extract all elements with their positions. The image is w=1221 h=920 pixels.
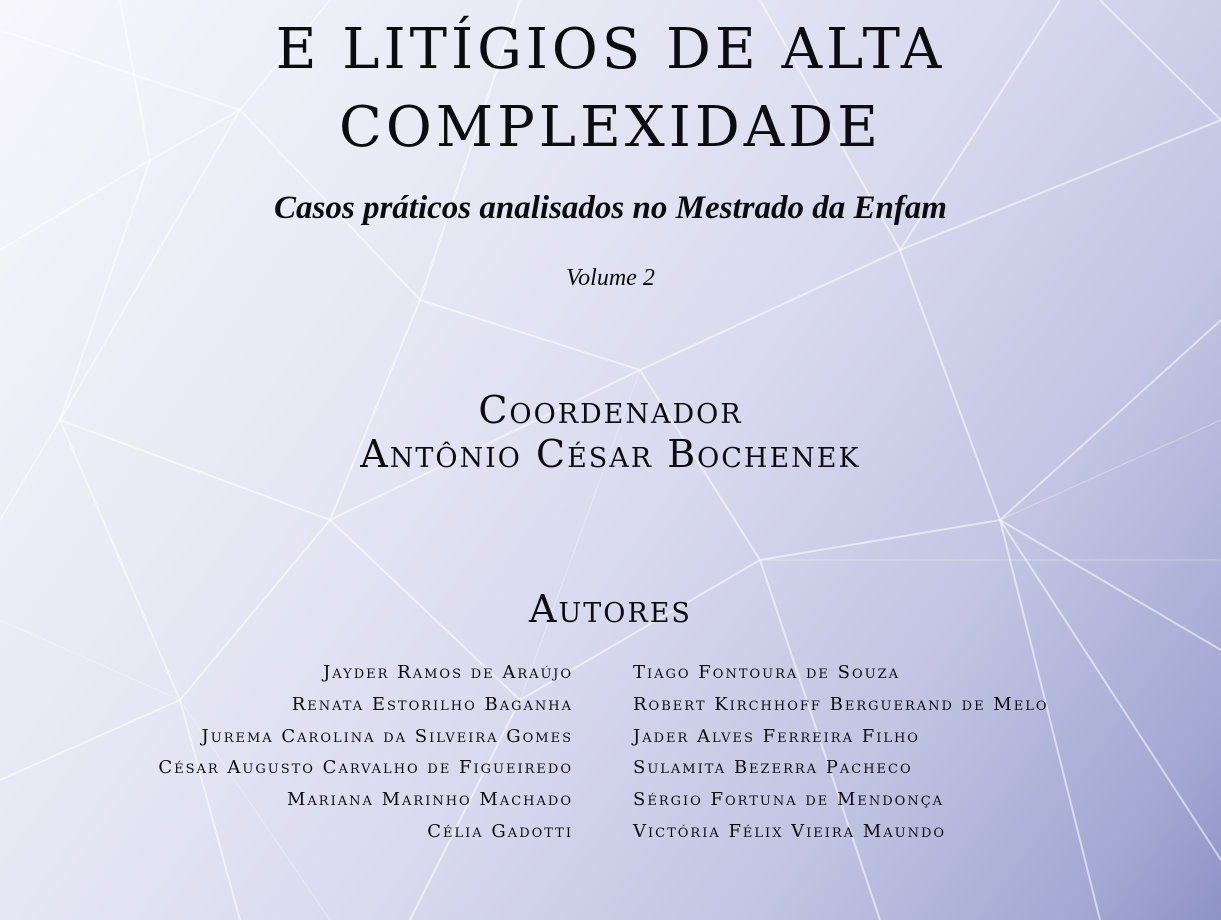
coordinator-name: Antônio César Bochenek <box>360 432 861 476</box>
volume-label: Volume 2 <box>566 265 655 291</box>
authors-heading: Autores <box>529 587 692 631</box>
authors-left-column <box>158 660 573 851</box>
author-name: Renata Estorilho Baganha <box>291 693 573 715</box>
author-name: Jayder Ramos de Araújo <box>323 662 573 683</box>
author-name: Célia Gadotti <box>427 820 573 842</box>
author-name: Sérgio Fortuna de Mendonça <box>633 789 945 811</box>
author-name: Sulamita Bezerra Pacheco <box>633 757 913 779</box>
author-name: César Augusto Carvalho de Figueiredo <box>158 757 573 779</box>
author-name: Jurema Carolina da Silveira Gomes <box>201 725 573 747</box>
subtitle: Casos práticos analisados no Mestrado da Enfam <box>274 190 947 226</box>
author-name: Victória Félix Vieira Maundo <box>633 820 947 842</box>
authors-right-column <box>633 660 1049 851</box>
author-name: Mariana Marinho Machado <box>286 789 573 811</box>
coordinator-label: Coordenador <box>478 388 743 432</box>
author-name: Robert Kirchhoff Berguerand de Melo <box>633 693 1049 715</box>
title-line-1: E LITÍGIOS DE ALTA <box>275 17 946 82</box>
title-line-2: COMPLEXIDADE <box>339 95 882 160</box>
author-name: Tiago Fontoura de Souza <box>633 662 900 683</box>
author-name: Jader Alves Ferreira Filho <box>633 725 920 747</box>
